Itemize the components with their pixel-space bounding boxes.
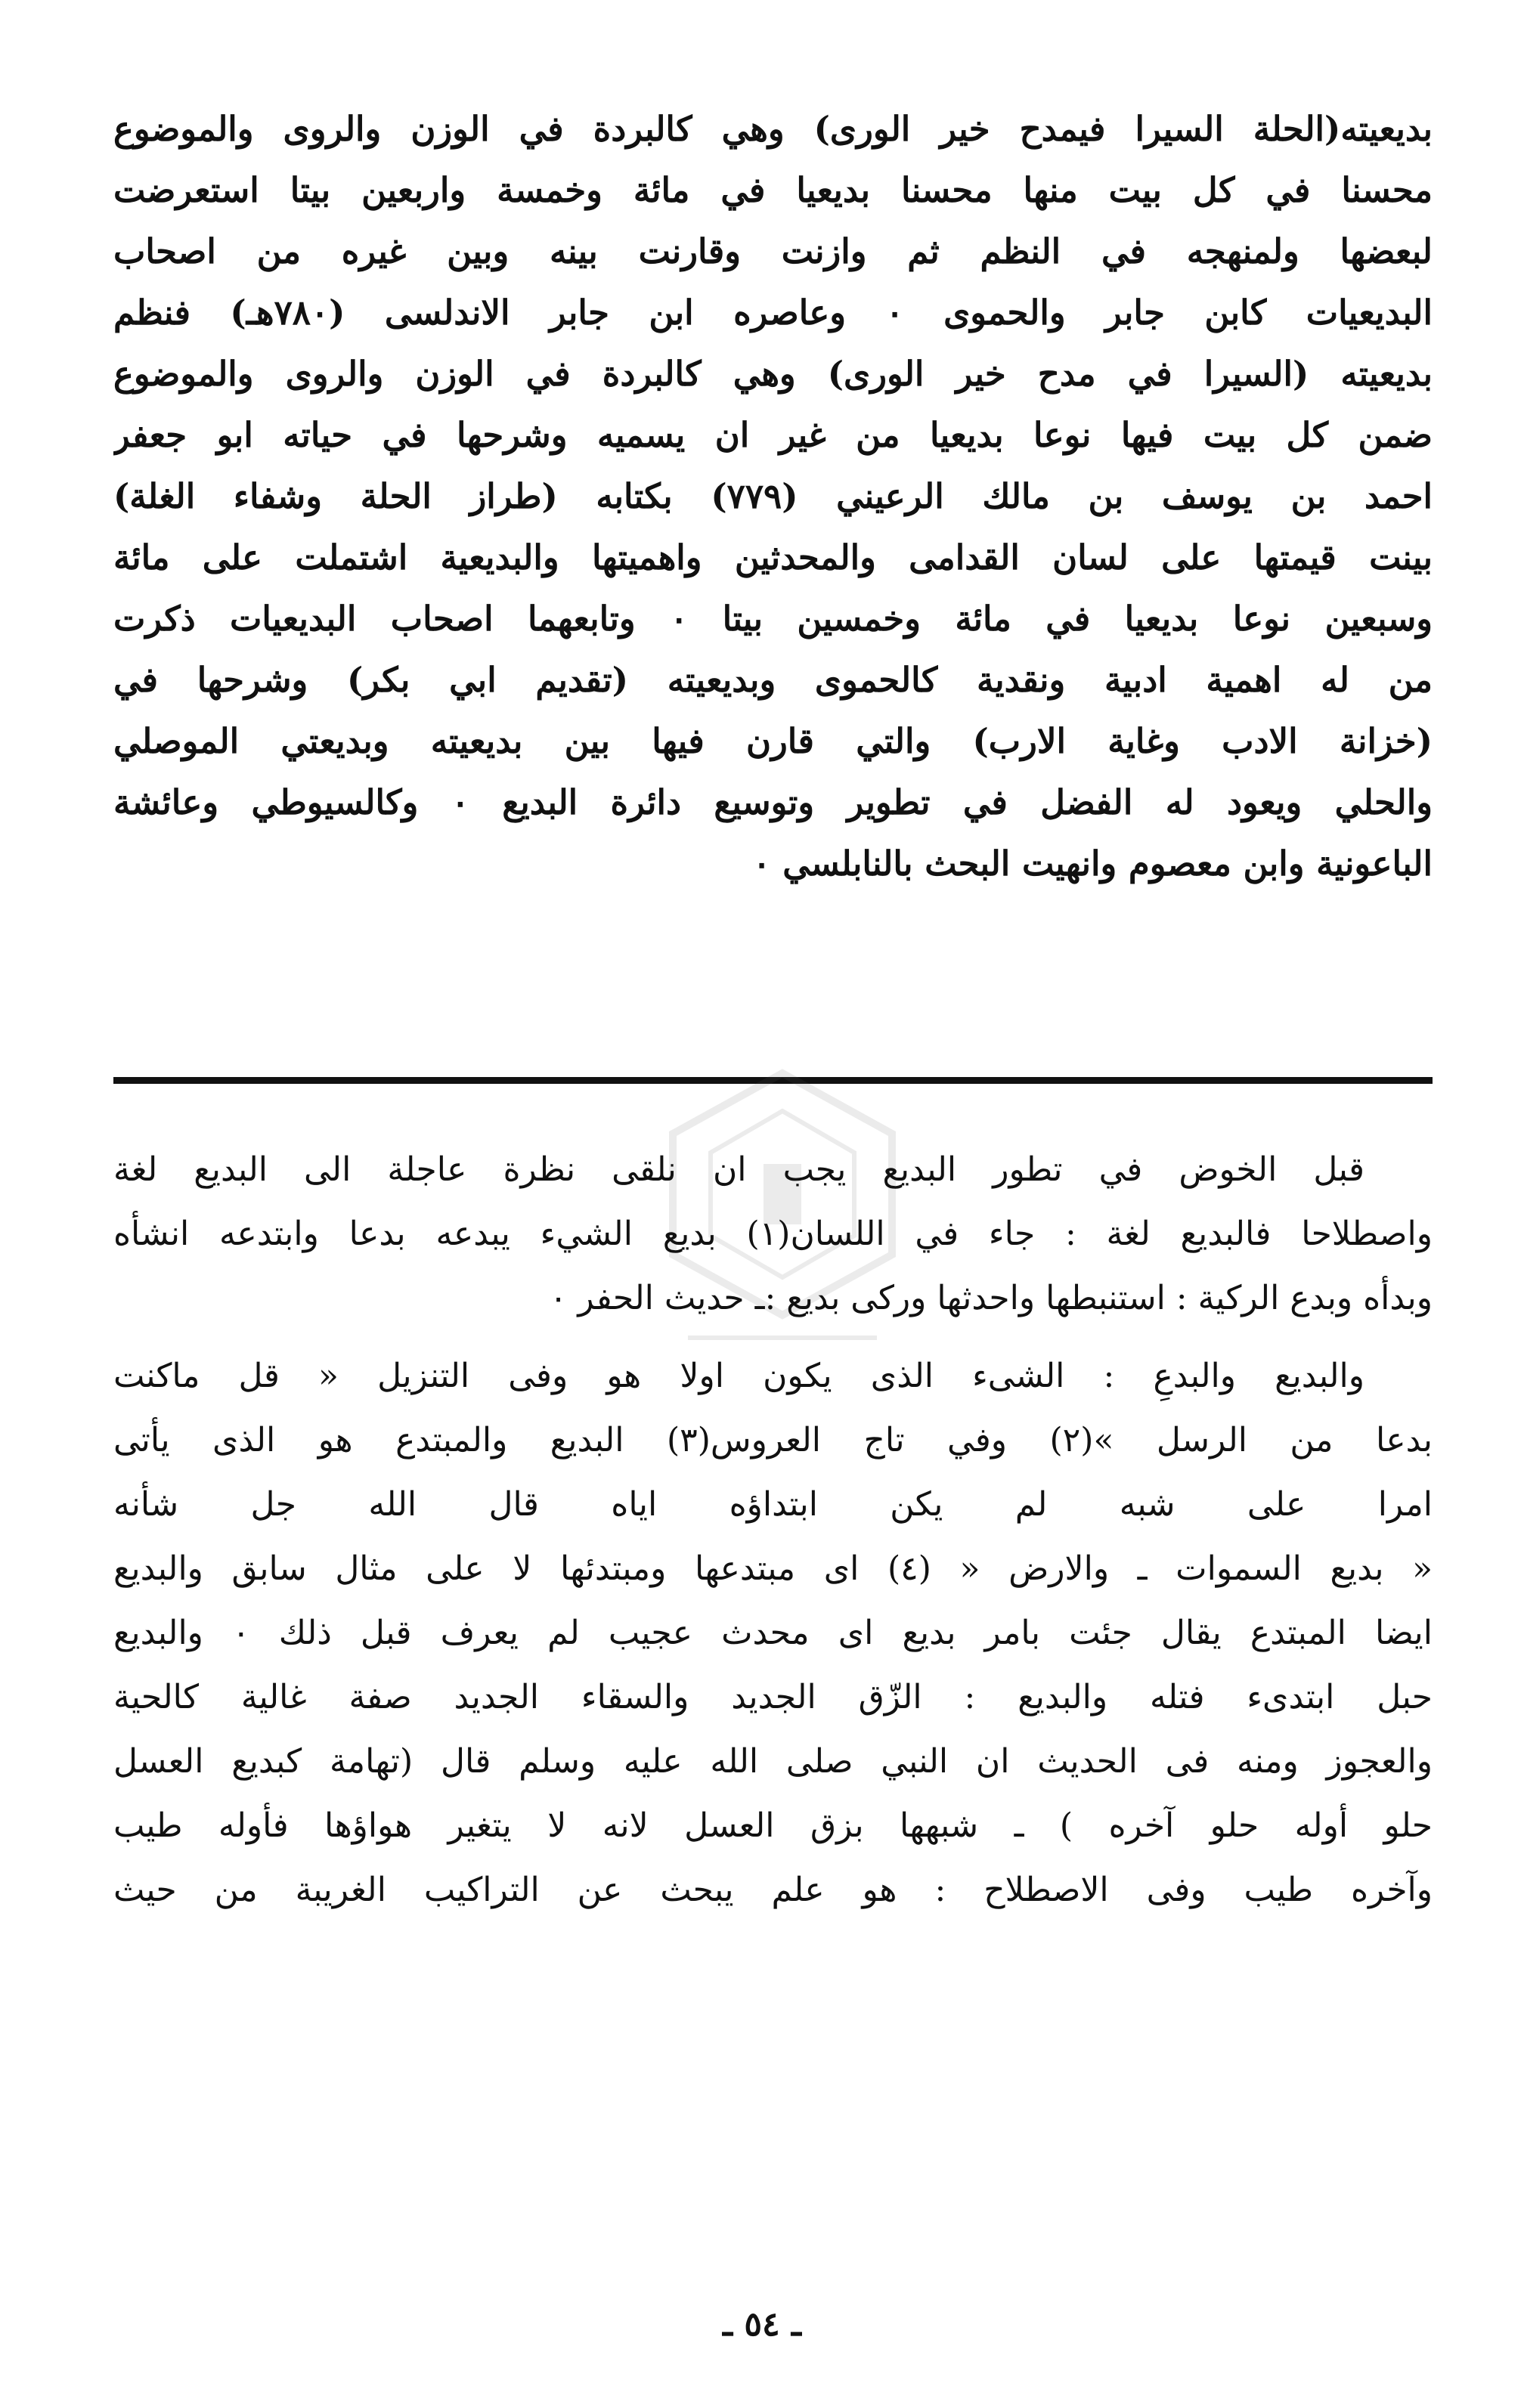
text-line: الباعونية وابن معصوم وانهيت البحث بالنابلسي ٠ <box>752 843 1433 884</box>
text-line: وبدأه وبدع الركية : استنبطها واحدثها وركى بديع :ـ حديث الحفر ٠ <box>549 1279 1433 1317</box>
text-line: محسنا في كل بيت منها محسنا بديعيا في مائة وخمسة واربعين بيتا استعرضت <box>113 170 1433 210</box>
text-line: حلو أوله حلو آخره ) ـ شبهها بزق العسل لانه لا يتغير هواؤها فأوله طيب <box>113 1806 1433 1845</box>
text-line: وآخره طيب وفى الاصطلاح : هو علم يبحث عن التراكيب الغريبة من حيث <box>113 1871 1433 1909</box>
text-line: ايضا المبتدع يقال جئت بامر بديع اى محدث عجيب لم يعرف قبل ذلك ٠ والبديع <box>113 1614 1433 1652</box>
top-text-section <box>113 98 1433 894</box>
text-line: ضمن كل بيت فيها نوعا بديعيا من غير ان يسميه وشرحها في حياته ابو جعفر <box>113 415 1433 455</box>
bottom-text-section <box>113 1137 1433 1922</box>
text-line: حبل ابتدىء فتله والبديع : الزّق الجديد والسقاء الجديد صفة غالية كالحية <box>113 1678 1433 1716</box>
text-line: البديعيات كابن جابر والحموى ٠ وعاصره ابن جابر الاندلسى (٧٨٠هـ) فنظم <box>113 292 1433 333</box>
text-line: قبل الخوض في تطور البديع يجب ان نلقى نظرة عاجلة الى البديع لغة <box>113 1150 1364 1189</box>
text-line: بدعا من الرسل »(٢) وفي تاج العروس(٣) البديع والمبتدع هو الذى يأتى <box>113 1421 1433 1459</box>
text-line: بينت قيمتها على لسان القدامى والمحدثين واهميتها والبديعية اشتملت على مائة <box>113 537 1433 577</box>
text-line: لبعضها ولمنهجه في النظم ثم وازنت وقارنت بينه وبين غيره من اصحاب <box>113 231 1433 271</box>
text-line: بديعيته(الحلة السيرا فيمدح خير الورى) وهي كالبردة في الوزن والروى والموضوع <box>113 109 1433 149</box>
text-line: والبديع والبدعِ : الشىء الذى يكون اولا هو وفى التنزيل « قل ماكنت <box>113 1357 1364 1395</box>
text-line: احمد بن يوسف بن مالك الرعيني (٧٧٩) بكتابه (طراز الحلة وشفاء الغلة) <box>113 476 1433 516</box>
text-line: واصطلاحا فالبديع لغة : جاء في اللسان(١) بديع الشيء يبدعه بدعا وابتدعه انشأه <box>113 1215 1433 1253</box>
page-number: ـ ٥٤ ـ <box>723 2305 801 2344</box>
text-line: امرا على شبه لم يكن ابتداؤه اياه قال الله جل شأنه <box>113 1485 1433 1524</box>
text-line: والعجوز ومنه فى الحديث ان النبي صلى الله عليه وسلم قال (تهامة كبديع العسل <box>113 1742 1433 1781</box>
section-divider <box>113 1077 1433 1084</box>
text-line: بديعيته (السيرا في مدح خير الورى) وهي كالبردة في الوزن والروى والموضوع <box>113 354 1433 394</box>
text-line: من له اهمية ادبية ونقدية كالحموى وبديعيته (تقديم ابي بكر) وشرحها في <box>113 660 1433 700</box>
text-line: وسبعين نوعا بديعيا في مائة وخمسين بيتا ٠ وتابعهما اصحاب البديعيات ذكرت <box>113 599 1433 639</box>
text-line: « بديع السموات ـ والارض « (٤) اى مبتدعها ومبتدئها لا على مثال سابق والبديع <box>113 1549 1433 1588</box>
text-line: والحلي ويعود له الفضل في تطوير وتوسيع دائرة البديع ٠ وكالسيوطي وعائشة <box>113 782 1433 822</box>
text-line: (خزانة الادب وغاية الارب) والتي قارن فيها بين بديعيته وبديعتي الموصلي <box>113 721 1433 761</box>
